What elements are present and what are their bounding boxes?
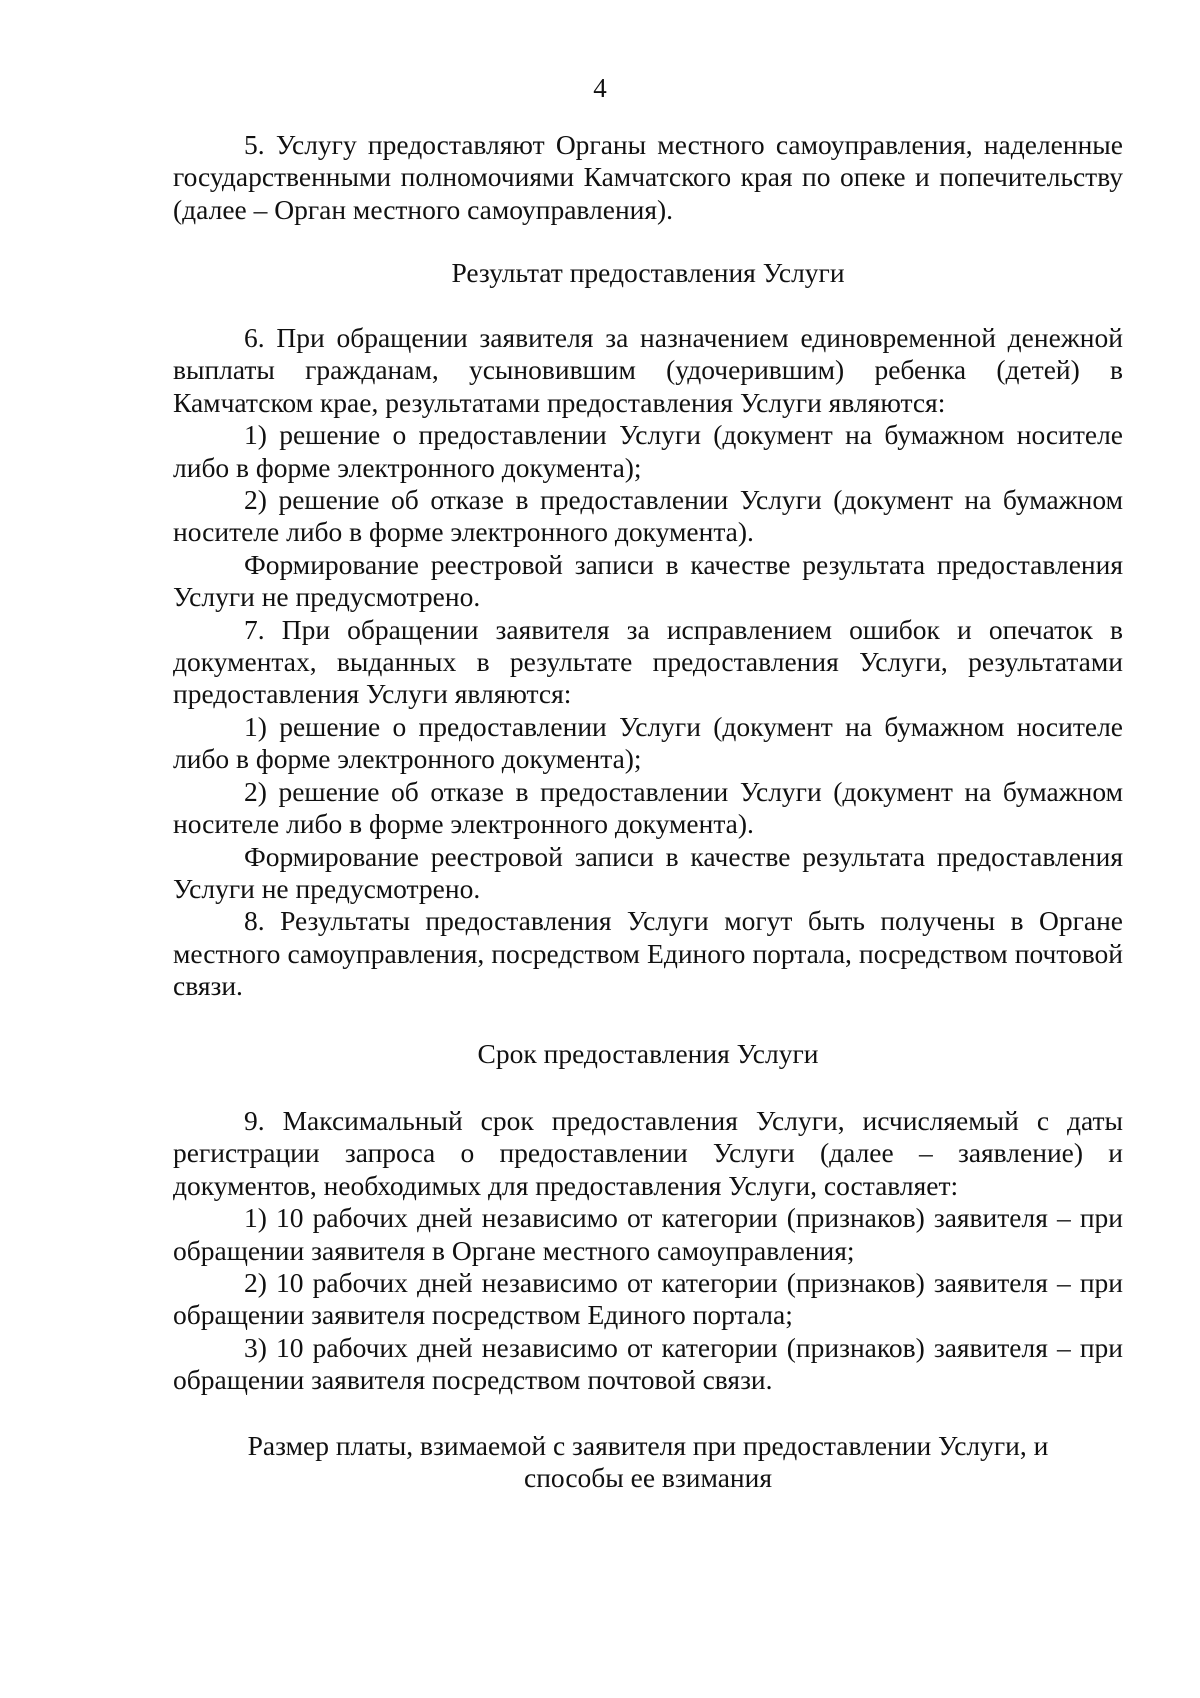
heading-fee-line-2: способы ее взимания — [523, 1462, 772, 1494]
heading-fee-line-1: Размер платы, взимаемой с заявителя при предоставлении Услуги, и — [247, 1430, 1049, 1461]
heading-service-result: Результат предоставления Услуги — [451, 257, 845, 288]
section-service-term — [173, 1105, 1123, 1397]
section-service-providers — [173, 129, 1123, 226]
page-number: 4 — [593, 73, 607, 103]
heading-service-term: Срок предоставления Услуги — [477, 1038, 819, 1069]
paragraph-9-item-1: 1) 10 рабочих дней независимо от категории (признаков) заявителя – при обращении заявителя в Органе местного самоуправления; — [173, 1202, 1123, 1266]
paragraph-6-item-2: 2) решение об отказе в предоставлении Услуги (документ на бумажном носителе либо в форме электронного документа). — [173, 484, 1123, 548]
heading-fee-and-payment — [173, 1430, 1123, 1495]
paragraph-5: 5. Услугу предоставляют Органы местного самоуправления, наделенные государственными полномочиями Камчатского края по опеке и попечительству (далее – Орган местного самоуправления). — [173, 129, 1123, 225]
paragraph-6-item-1: 1) решение о предоставлении Услуги (документ на бумажном носителе либо в форме электронного документа); — [173, 419, 1123, 483]
paragraph-6: 6. При обращении заявителя за назначением единовременной денежной выплаты гражданам, усыновившим (удочерившим) ребенка (детей) в Камчатском крае, результатами предоставления Услуги являются: — [173, 322, 1123, 418]
paragraph-9: 9. Максимальный срок предоставления Услуги, исчисляемый с даты регистрации запроса о предоставлении Услуги (далее – заявление) и документов, необходимых для предоставления Услуги, составляет: — [173, 1105, 1123, 1201]
paragraph-9-item-3: 3) 10 рабочих дней независимо от категории (признаков) заявителя – при обращении заявителя посредством почтовой связи. — [173, 1331, 1123, 1396]
paragraph-7-item-2: 2) решение об отказе в предоставлении Услуги (документ на бумажном носителе либо в форме электронного документа). — [173, 775, 1123, 840]
paragraph-6-registry-note: Формирование реестровой записи в качестве результата предоставления Услуги не предусмотрено. — [173, 548, 1123, 613]
paragraph-7-registry-note: Формирование реестровой записи в качестве результата предоставления Услуги не предусмотрено. — [173, 840, 1123, 904]
section-service-result — [173, 322, 1123, 1003]
paragraph-8: 8. Результаты предоставления Услуги могут быть получены в Органе местного самоуправления, посредством Единого портала, посредством почтовой связи. — [173, 905, 1123, 1002]
paragraph-7: 7. При обращении заявителя за исправлением ошибок и опечаток в документах, выданных в результате предоставления Услуги, результатами предоставления Услуги являются: — [173, 613, 1123, 710]
paragraph-9-item-2: 2) 10 рабочих дней независимо от категории (признаков) заявителя – при обращении заявителя посредством Единого портала; — [173, 1267, 1123, 1331]
paragraph-7-item-1: 1) решение о предоставлении Услуги (документ на бумажном носителе либо в форме электронного документа); — [173, 710, 1123, 775]
